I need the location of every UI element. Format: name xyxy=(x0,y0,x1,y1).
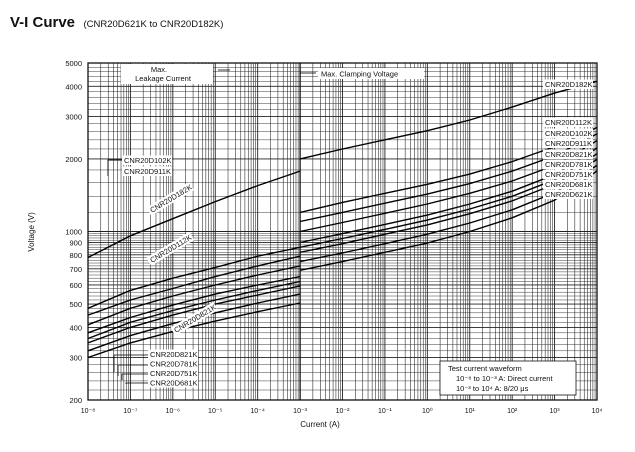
leakage-region-label-2: Leakage Current xyxy=(135,74,191,83)
annotation-line-3: 10⁻³ to 10⁴ A: 8/20 μs xyxy=(456,384,529,393)
x-tick-label: 10⁻⁴ xyxy=(250,408,265,415)
stack-label-CNR20D751K: CNR20D751K xyxy=(150,369,198,378)
y-tick-label: 800 xyxy=(69,250,82,260)
y-tick-label: 3000 xyxy=(65,112,82,122)
x-tick-label: 10⁻⁸ xyxy=(80,408,96,415)
x-tick-label: 10⁻⁷ xyxy=(123,408,138,415)
y-tick-label: 4000 xyxy=(65,82,82,92)
y-tick-label: 900 xyxy=(69,238,82,248)
left-label-CNR20D102K: CNR20D102K xyxy=(124,156,172,165)
right-label-CNR20D911K: CNR20D911K xyxy=(545,139,592,148)
right-label-CNR20D751K: CNR20D751K xyxy=(545,170,593,179)
x-tick-label: 10³ xyxy=(549,408,560,415)
y-tick-label: 600 xyxy=(69,280,82,290)
x-tick-label: 10¹ xyxy=(464,408,475,415)
y-tick-label: 300 xyxy=(69,353,82,363)
y-tick-label: 400 xyxy=(69,323,82,333)
y-tick-label: 700 xyxy=(69,264,82,274)
leakage-curve-CNR20D182K xyxy=(88,171,300,257)
leader-line xyxy=(108,160,122,176)
x-tick-label: 10⁰ xyxy=(422,408,433,415)
x-tick-label: 10⁻² xyxy=(335,408,350,415)
chart-subtitle: (CNR20D621K to CNR20D182K) xyxy=(83,19,224,30)
right-label-CNR20D102K: CNR20D102K xyxy=(545,129,593,138)
curve-label-CNR20D182K: CNR20D182K xyxy=(148,182,194,215)
x-tick-label: 10⁻³ xyxy=(293,408,307,415)
leakage-curve-CNR20D102K xyxy=(88,256,300,315)
curve-label-CNR20D112K: CNR20D112K xyxy=(148,232,194,265)
y-tick-label: 5000 xyxy=(65,59,82,68)
x-tick-label: 10⁻⁶ xyxy=(165,408,181,415)
x-tick-label: 10⁻⁵ xyxy=(208,408,223,415)
stack-label-CNR20D781K: CNR20D781K xyxy=(150,359,198,369)
right-label-CNR20D681K: CNR20D681K xyxy=(545,180,593,189)
y-tick-label: 500 xyxy=(69,300,82,310)
y-tick-label: 1000 xyxy=(65,227,82,237)
curve-label-CNR20D821K: CNR20D821K xyxy=(172,302,218,335)
right-label-CNR20D621K: CNR20D621K xyxy=(545,190,593,199)
chart-title: V-I Curve xyxy=(10,14,76,31)
x-axis-label: Current (A) xyxy=(300,420,340,429)
stack-label-CNR20D681K: CNR20D681K xyxy=(150,378,198,388)
stack-leaders xyxy=(114,355,148,384)
x-tick-label: 10⁻¹ xyxy=(378,408,392,415)
x-tick-label: 10² xyxy=(507,408,518,415)
y-axis-label: Voltage (V) xyxy=(27,212,36,252)
annotation-line-1: Test current waveform xyxy=(448,364,522,373)
clamping-region-label: Max. Clamping Voltage xyxy=(321,69,399,79)
right-label-CNR20D182K: CNR20D182K xyxy=(545,80,593,89)
x-tick-label: 10⁴ xyxy=(591,408,603,415)
leakage-region-label: Max. xyxy=(150,65,168,74)
right-label-CNR20D781K: CNR20D781K xyxy=(545,160,593,169)
right-label-CNR20D821K: CNR20D821K xyxy=(545,150,593,159)
left-label-CNR20D911K: CNR20D911K xyxy=(124,167,171,176)
annotation-line-2: 10⁻⁸ to 10⁻³ A: Direct current xyxy=(456,374,553,383)
right-label-CNR20D112K: CNR20D112K xyxy=(545,118,592,127)
y-tick-label: 2000 xyxy=(65,154,82,164)
stack-label-CNR20D821K: CNR20D821K xyxy=(150,350,198,359)
y-tick-label: 200 xyxy=(69,396,82,405)
